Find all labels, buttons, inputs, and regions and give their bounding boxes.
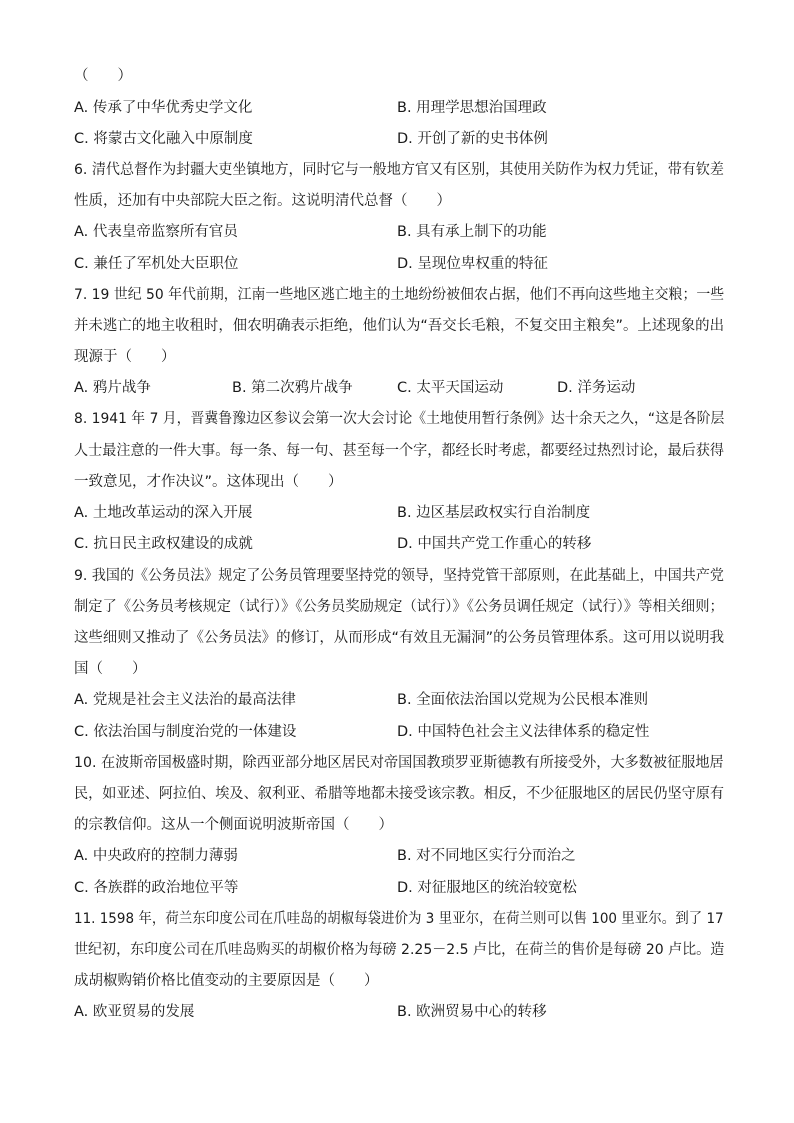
q11-stem-line-2: 世纪初，东印度公司在爪哇岛购买的胡椒价格为每磅 2.25－2.5 卢比，在荷兰的售价是每磅 20 卢比。造 [74, 942, 725, 958]
q10-option-d: D. 对征服地区的统治较宽松 [397, 880, 577, 896]
q8-stem-line-1: 8. 1941 年 7 月，晋冀鲁豫边区参议会第一次大会讨论《土地使用暂行条例》达十余天之久，“这是各阶层 [74, 411, 725, 427]
q5-option-b: B. 用理学思想治国理政 [397, 100, 547, 116]
q6-option-c: C. 兼任了军机处大臣职位 [74, 256, 239, 272]
q9-stem-line-1: 9. 我国的《公务员法》规定了公务员管理要坚持党的领导，坚持党管干部原则，在此基础上，中国共产党 [74, 568, 724, 584]
q7-stem-line-3: 现源于（ ） [74, 349, 176, 365]
q9-stem-line-4: 国（ ） [74, 661, 147, 677]
q8-option-a: A. 土地改革运动的深入开展 [74, 505, 253, 521]
q5-option-a: A. 传承了中华优秀史学文化 [74, 100, 253, 116]
q6-option-b: B. 具有承上制下的功能 [397, 224, 547, 240]
q11-option-a: A. 欧亚贸易的发展 [74, 1004, 195, 1020]
q8-option-d: D. 中国共产党工作重心的转移 [397, 536, 592, 552]
q7-option-a: A. 鸦片战争 [74, 380, 151, 396]
q10-option-a: A. 中央政府的控制力薄弱 [74, 848, 238, 864]
q8-stem-line-3: 一致意见，才作决议”。这体现出（ ） [74, 474, 343, 490]
q10-option-b: B. 对不同地区实行分而治之 [397, 848, 576, 864]
q9-option-a: A. 党规是社会主义法治的最高法律 [74, 692, 296, 708]
q11-option-b: B. 欧洲贸易中心的转移 [397, 1004, 547, 1020]
q6-stem-line-2: 性质，还加有中央部院大臣之衔。这说明清代总督（ ） [74, 193, 451, 209]
q11-stem-line-3: 成胡椒购销价格比值变动的主要原因是（ ） [74, 973, 379, 989]
q9-option-b: B. 全面依法治国以党规为公民根本准则 [397, 692, 649, 708]
q7-option-c: C. 太平天国运动 [397, 380, 504, 396]
q5-option-c: C. 将蒙古文化融入中原制度 [74, 131, 253, 147]
q9-stem-line-2: 制定了《公务员考核规定（试行）》《公务员奖励规定（试行）》《公务员调任规定（试行）》等相关细则； [74, 599, 724, 615]
q7-stem-line-2: 并未逃亡的地主收租时，佃农明确表示拒绝，他们认为“吾交长毛粮，不复交田主粮矣”。上述现象的出 [74, 318, 725, 334]
q9-option-d: D. 中国特色社会主义法律体系的稳定性 [397, 724, 650, 740]
q7-option-b: B. 第二次鸦片战争 [232, 380, 353, 396]
q10-stem-line-3: 的宗教信仰。这从一个侧面说明波斯帝国（ ） [74, 817, 393, 833]
q5-option-d: D. 开创了新的史书体例 [397, 131, 548, 147]
q10-stem-line-2: 民，如亚述、阿拉伯、埃及、叙利亚、希腊等地都未接受该宗教。相反，不少征服地区的居民仍坚守原有 [74, 786, 724, 802]
q9-stem-line-3: 这些细则又推动了《公务员法》的修订，从而形成“有效且无漏洞”的公务员管理体系。这可用以说明我 [74, 630, 725, 646]
q8-stem-line-2: 人士最注意的一件大事。每一条、每一句、甚至每一个字，都经长时考虑，都要经过热烈讨论，最后获得 [74, 443, 724, 459]
q7-option-d: D. 洋务运动 [557, 380, 636, 396]
q5-answer-bracket: （ ） [74, 68, 132, 84]
q11-stem-line-1: 11. 1598 年，荷兰东印度公司在爪哇岛的胡椒每袋进价为 3 里亚尔，在荷兰则可以售 100 里亚尔。到了 17 [74, 911, 724, 927]
q10-option-c: C. 各族群的政治地位平等 [74, 880, 239, 896]
q6-option-a: A. 代表皇帝监察所有官员 [74, 224, 238, 240]
q7-stem-line-1: 7. 19 世纪 50 年代前期，江南一些地区逃亡地主的土地纷纷被佃农占据，他们不再向这些地主交粮；一些 [74, 287, 725, 303]
q9-option-c: C. 依法治国与制度治党的一体建设 [74, 724, 297, 740]
q8-option-b: B. 边区基层政权实行自治制度 [397, 505, 591, 521]
q10-stem-line-1: 10. 在波斯帝国极盛时期，除西亚部分地区居民对帝国国教琐罗亚斯德教有所接受外，大多数被征服地居 [74, 755, 724, 771]
q6-option-d: D. 呈现位卑权重的特征 [397, 256, 548, 272]
q6-stem-line-1: 6. 清代总督作为封疆大吏坐镇地方，同时它与一般地方官又有区别，其使用关防作为权力凭证，带有钦差 [74, 162, 724, 178]
q8-option-c: C. 抗日民主政权建设的成就 [74, 536, 253, 552]
